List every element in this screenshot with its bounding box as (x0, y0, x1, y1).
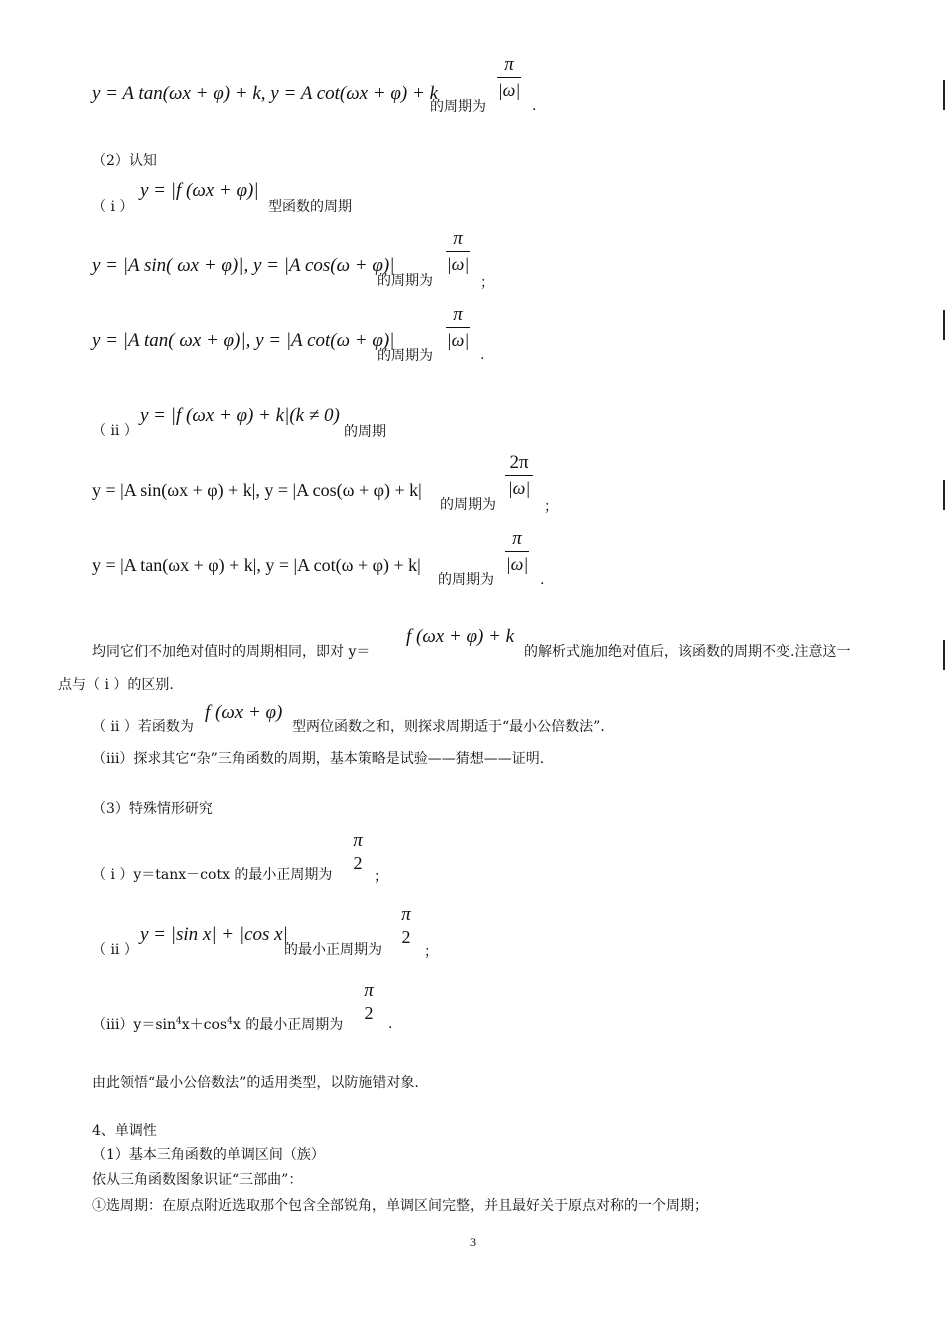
formula-f-plus-k: f (ωx + φ) + k (406, 626, 515, 647)
period-label: 的周期为 (377, 348, 433, 364)
paragraph-text: 的解析式施加绝对值后，该函数的周期不变.注意这一 (524, 644, 851, 660)
fraction-period: π |ω| (446, 228, 470, 274)
item-text: 的周期 (344, 424, 386, 440)
fraction-period: π |ω| (505, 528, 529, 574)
period-label: 的周期为 (440, 497, 496, 513)
formula-abs-f-plus-k: y = |f (ωx + φ) + k|(k ≠ 0) (140, 405, 340, 426)
formula-abs-tan-cot-k: y = |A tan(ωx + φ) + k|, y = |A cot(ω + φ) + k| (92, 555, 421, 575)
punctuation: . (480, 347, 485, 363)
paragraph-text: 均同它们不加绝对值时的周期相同，即对 y＝ (92, 644, 371, 660)
item-text: 的最小正周期为 (284, 942, 382, 958)
punctuation: . (540, 572, 545, 588)
fraction-period: π 2 (401, 904, 411, 947)
formula-abs-f: y = |f (ωx + φ)| (140, 180, 259, 201)
item-text: $(iii)y=\sin^4x+\cos^4x$ 的最小正周期为 (92, 1016, 344, 1033)
formula-tan-cot: y = A tan(ωx + φ) + k, y = A cot(ωx + φ) + k (92, 83, 439, 104)
fraction-period: π |ω| (497, 54, 521, 100)
page-edge-mark (943, 640, 945, 670)
section-subtitle: （1）基本三角函数的单调区间（族） (92, 1147, 325, 1163)
fraction-period: π 2 (353, 830, 363, 873)
item-label: （ i ） (92, 199, 134, 215)
section-text: ①选周期：在原点附近选取那个包含全部锐角，单调区间完整，并且最好关于原点对称的一个周期； (92, 1198, 708, 1214)
period-label: 的周期为 (430, 99, 486, 115)
punctuation: . (532, 98, 537, 114)
paragraph-text: 由此领悟“最小公倍数法”的适用类型，以防施错对象. (92, 1075, 419, 1091)
paragraph-text: 点与（ i ）的区别. (58, 677, 174, 693)
paragraph-text: （ ii ）若函数为 (92, 719, 194, 735)
section-title: （3）特殊情形研究 (92, 801, 213, 817)
item-label: （ ii ） (92, 423, 138, 439)
item-text: （ i ）y＝tanx－cotx 的最小正周期为 (92, 867, 333, 883)
formula-abs-sin-cos: y = |A sin( ωx + φ)|, y = |A cos(ω + φ)| (92, 255, 395, 276)
punctuation: ； (544, 499, 558, 515)
item-text: 型函数的周期 (268, 199, 352, 215)
formula-abs-sin-cos-k: y = |A sin(ωx + φ) + k|, y = |A cos(ω + φ) + k| (92, 480, 422, 500)
page-edge-mark (943, 310, 945, 340)
item-label: （ ii ） (92, 942, 138, 958)
fraction-period: π |ω| (446, 304, 470, 350)
page-edge-mark (943, 80, 945, 110)
period-label: 的周期为 (438, 572, 494, 588)
fraction-period: π 2 (364, 980, 374, 1023)
period-label: 的周期为 (377, 273, 433, 289)
punctuation: ； (480, 275, 494, 291)
punctuation: ； (374, 869, 388, 885)
section-text: 依从三角函数图象识证“三部曲”： (92, 1172, 303, 1188)
punctuation: . (388, 1016, 393, 1032)
section-heading: 4、单调性 (92, 1123, 157, 1139)
page-edge-mark (943, 480, 945, 510)
fraction-period: 2π |ω| (505, 452, 533, 499)
paragraph-text: 型两位函数之和，则探求周期适于“最小公倍数法”. (292, 719, 605, 735)
punctuation: ； (424, 944, 438, 960)
section-title: （2）认知 (92, 153, 157, 169)
paragraph-text: （iii）探求其它“杂”三角函数的周期，基本策略是试验——猜想——证明. (92, 751, 545, 767)
formula-abs-tan-cot: y = |A tan( ωx + φ)|, y = |A cot(ω + φ)| (92, 330, 395, 351)
page-number: 3 (470, 1235, 476, 1249)
formula-f: f (ωx + φ) (205, 702, 283, 723)
formula-abs-sin-plus-cos: y = |sin x| + |cos x| (140, 924, 288, 945)
